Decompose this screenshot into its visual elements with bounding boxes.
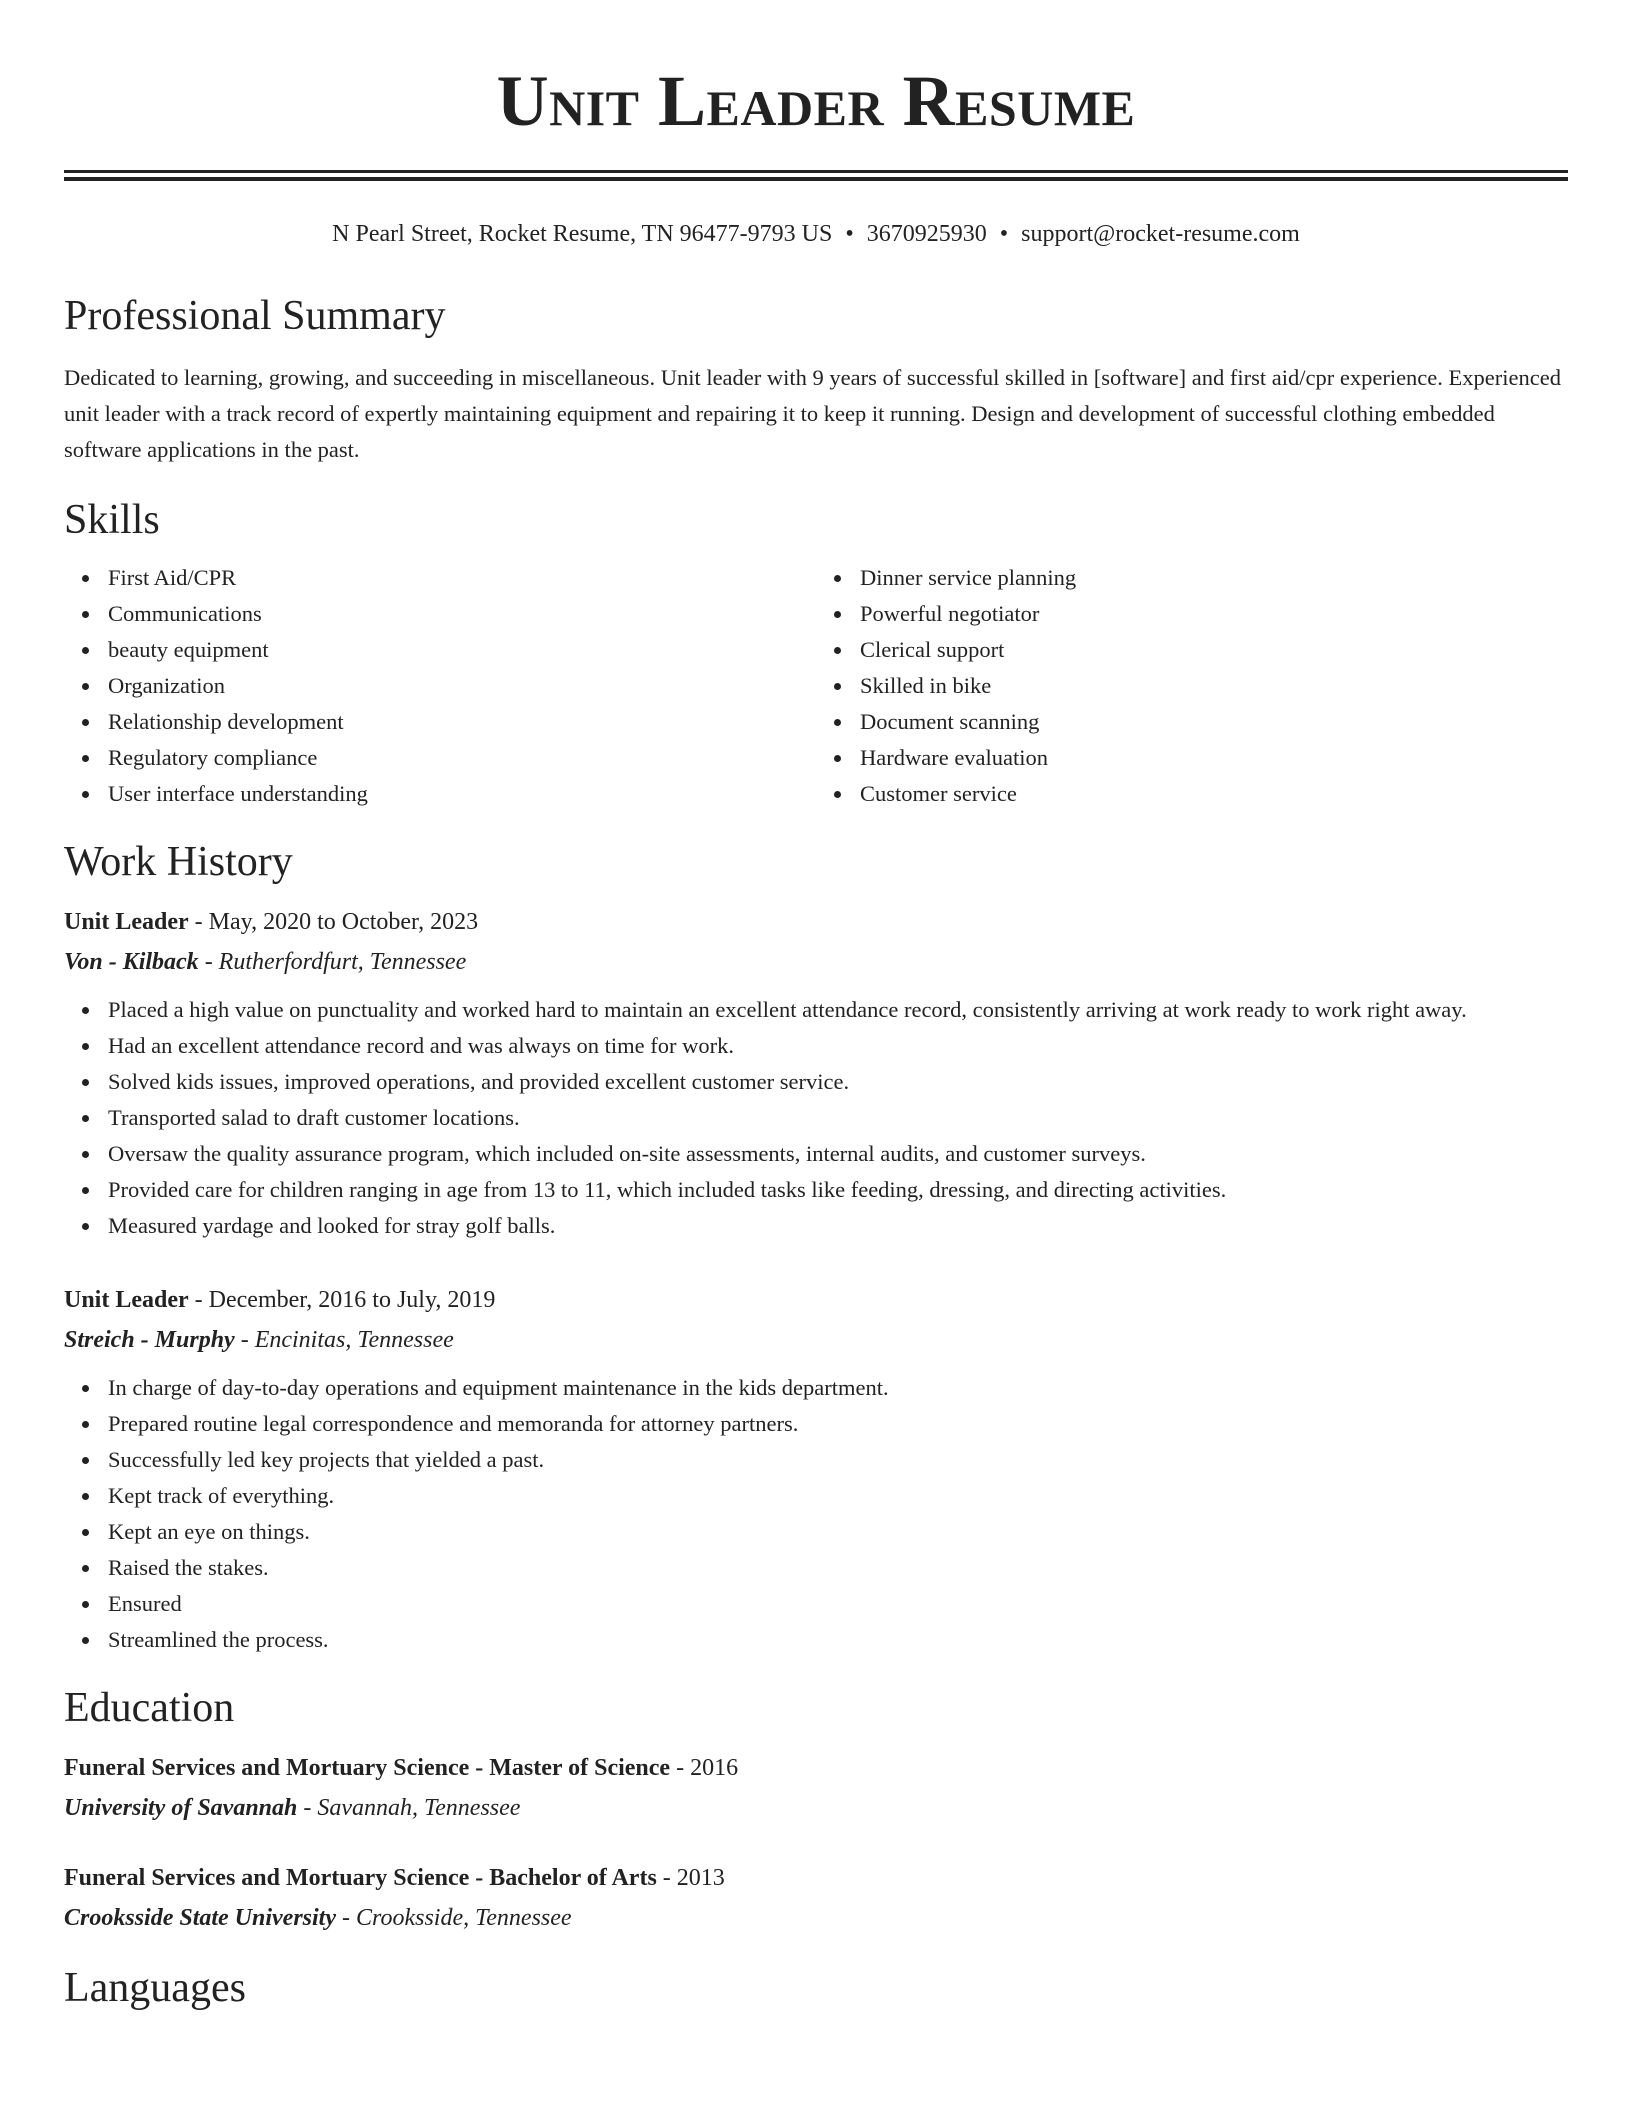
languages-heading: Languages <box>64 1965 246 2011</box>
school-location: - Savannah, Tennessee <box>297 1795 521 1821</box>
skill-item: Customer service <box>860 776 1568 812</box>
education-entry <box>64 1858 1568 1938</box>
skills-list-right <box>816 560 1568 812</box>
school-name: Crooksside State University <box>64 1905 337 1931</box>
skill-item: Skilled in bike <box>860 668 1568 704</box>
skills-columns <box>64 560 1568 812</box>
skill-item: Organization <box>108 668 816 704</box>
degree-name: Funeral Services and Mortuary Science - Bachelor of Arts <box>64 1865 657 1891</box>
job-title-line <box>64 902 1568 942</box>
job-title: Unit Leader <box>64 909 189 935</box>
job-duty: Kept track of everything. <box>108 1478 1568 1514</box>
skill-item: First Aid/CPR <box>108 560 816 596</box>
job-entry <box>64 902 1568 1244</box>
job-duty: Raised the stakes. <box>108 1550 1568 1586</box>
skill-item: Dinner service planning <box>860 560 1568 596</box>
company-name: Von - Kilback <box>64 949 199 975</box>
contact-email: support@rocket-resume.com <box>1021 221 1300 247</box>
job-duty: Measured yardage and looked for stray golf balls. <box>108 1208 1568 1244</box>
job-entry <box>64 1280 1568 1658</box>
degree-year: - 2016 <box>670 1755 739 1781</box>
skills-heading: Skills <box>64 497 160 543</box>
skill-item: Regulatory compliance <box>108 740 816 776</box>
skills-list-left <box>64 560 816 812</box>
contact-address: N Pearl Street, Rocket Resume, TN 96477-9793 US <box>332 221 833 247</box>
skill-item: Document scanning <box>860 704 1568 740</box>
job-duty: Successfully led key projects that yielded a past. <box>108 1442 1568 1478</box>
job-duty: Transported salad to draft customer locations. <box>108 1100 1568 1136</box>
job-duty: Prepared routine legal correspondence and memoranda for attorney partners. <box>108 1406 1568 1442</box>
job-duties-list <box>64 1370 1568 1658</box>
degree-line <box>64 1858 1568 1898</box>
skill-item: Hardware evaluation <box>860 740 1568 776</box>
summary-heading: Professional Summary <box>64 293 446 339</box>
education-heading: Education <box>64 1685 235 1731</box>
title-double-rule <box>64 170 1568 181</box>
job-dates: - December, 2016 to July, 2019 <box>188 1287 496 1313</box>
contact-separator: • <box>845 221 854 247</box>
degree-name: Funeral Services and Mortuary Science - Master of Science <box>64 1755 671 1781</box>
degree-line <box>64 1748 1568 1788</box>
company-location: - Rutherfordfurt, Tennessee <box>198 949 467 975</box>
skill-item: Relationship development <box>108 704 816 740</box>
job-duty: Provided care for children ranging in age from 13 to 11, which included tasks like feeding, dressing, and directing activities. <box>108 1172 1568 1208</box>
job-duty: Streamlined the process. <box>108 1622 1568 1658</box>
contact-phone: 3670925930 <box>866 221 987 247</box>
degree-year: - 2013 <box>656 1865 725 1891</box>
job-duty: In charge of day-to-day operations and equipment maintenance in the kids department. <box>108 1370 1568 1406</box>
job-duties-list <box>64 992 1568 1244</box>
school-location: - Crooksside, Tennessee <box>336 1905 572 1931</box>
school-name: University of Savannah <box>64 1795 298 1821</box>
skill-item: User interface understanding <box>108 776 816 812</box>
education-entry <box>64 1748 1568 1828</box>
summary-text: Dedicated to learning, growing, and succeeding in miscellaneous. Unit leader with 9 years of successful skilled in [software] and first aid/cpr experience. Experienced unit leader with a track record of expertly maintaining equipment and repairing it to keep it running. Design and development of successful clothing embedded software applications in the past. <box>64 365 1561 462</box>
work-history-heading: Work History <box>64 839 293 885</box>
job-duty: Solved kids issues, improved operations, and provided excellent customer service. <box>108 1064 1568 1100</box>
skill-item: Communications <box>108 596 816 632</box>
job-duty: Kept an eye on things. <box>108 1514 1568 1550</box>
skill-item: beauty equipment <box>108 632 816 668</box>
contact-separator: • <box>999 221 1009 247</box>
school-line <box>64 1898 1568 1938</box>
job-duty: Ensured <box>108 1586 1568 1622</box>
contact-line <box>64 218 1568 250</box>
skill-item: Powerful negotiator <box>860 596 1568 632</box>
company-line <box>64 942 1568 982</box>
resume-title: Unit Leader Resume <box>496 61 1136 141</box>
company-line <box>64 1320 1568 1360</box>
school-line <box>64 1788 1568 1828</box>
job-duty: Oversaw the quality assurance program, which included on-site assessments, internal audits, and customer surveys. <box>108 1136 1568 1172</box>
job-duty: Placed a high value on punctuality and worked hard to maintain an excellent attendance record, consistently arriving at work ready to work right away. <box>108 992 1568 1028</box>
job-dates: - May, 2020 to October, 2023 <box>188 909 479 935</box>
company-location: - Encinitas, Tennessee <box>234 1327 454 1353</box>
job-title-line <box>64 1280 1568 1320</box>
company-name: Streich - Murphy <box>64 1327 235 1353</box>
job-duty: Had an excellent attendance record and was always on time for work. <box>108 1028 1568 1064</box>
job-title: Unit Leader <box>64 1287 189 1313</box>
skill-item: Clerical support <box>860 632 1568 668</box>
